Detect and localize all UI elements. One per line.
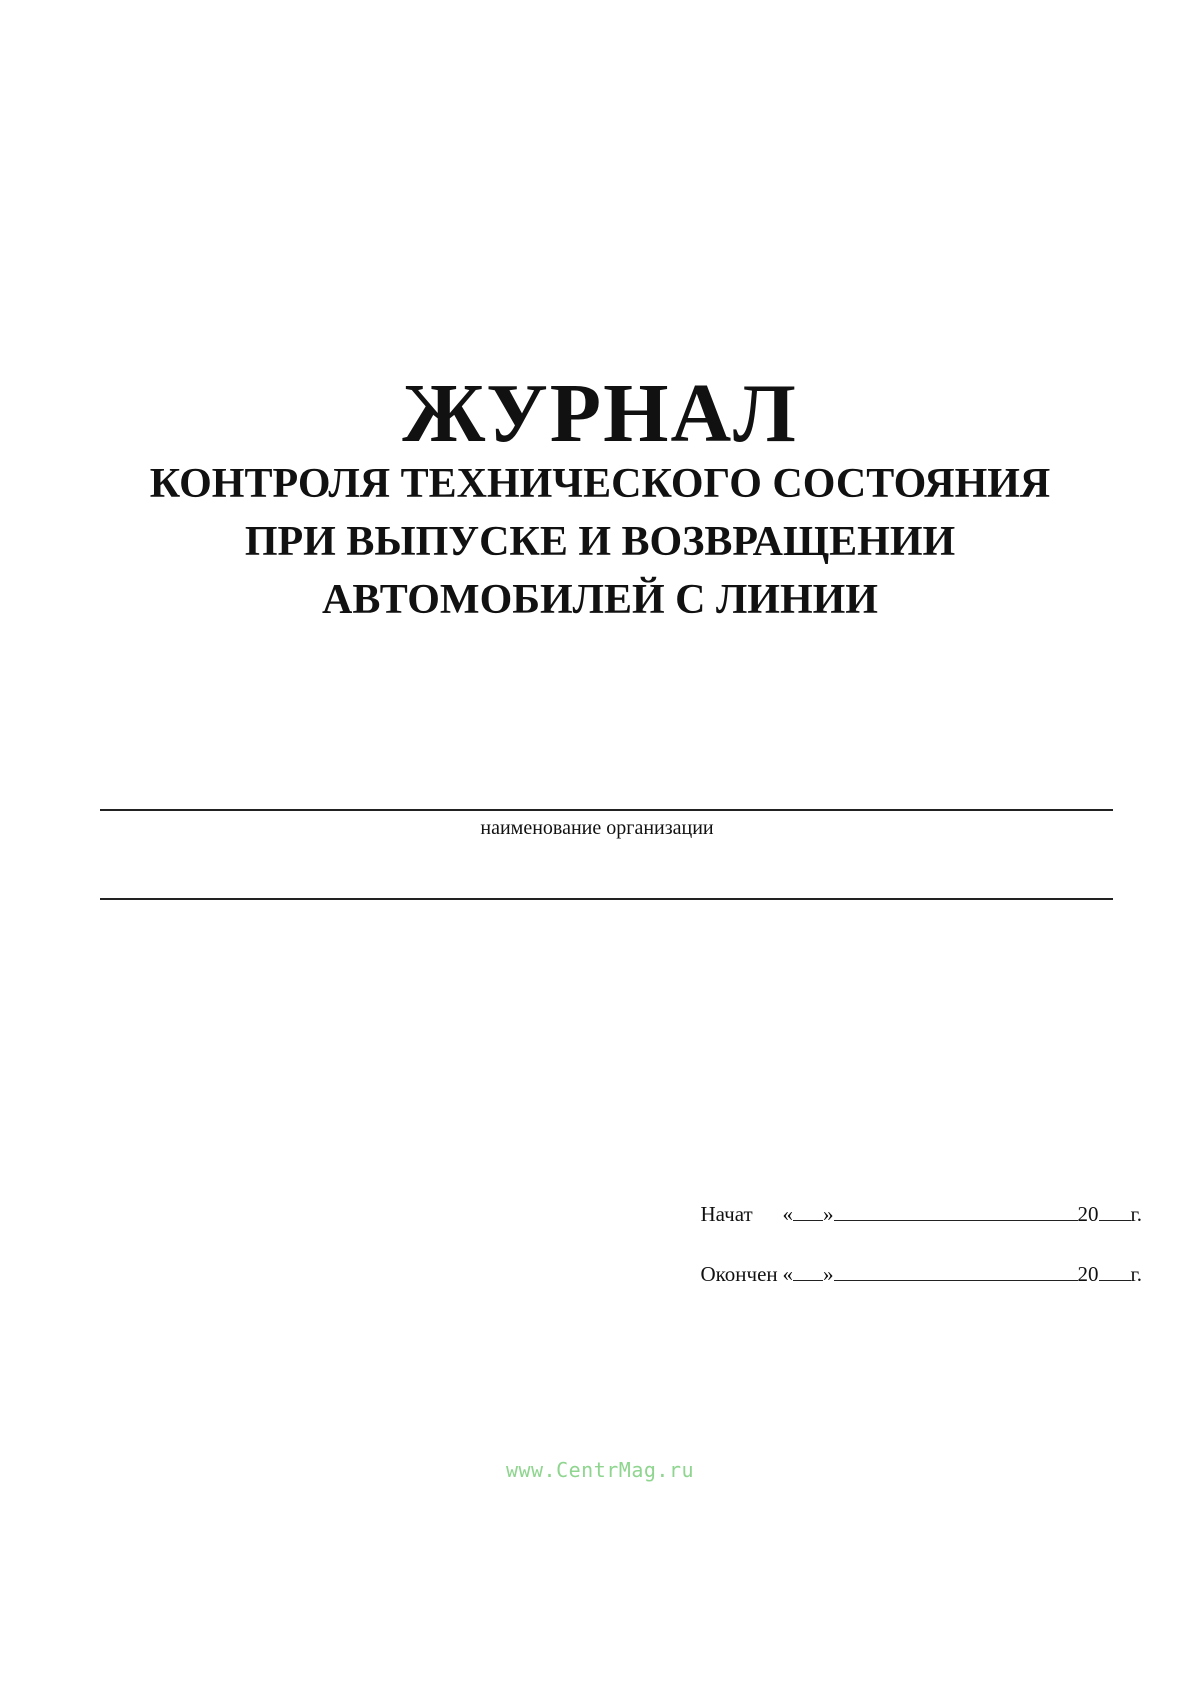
subtitle-line-1: КОНТРОЛЯ ТЕХНИЧЕСКОГО СОСТОЯНИЯ — [149, 461, 1051, 507]
year-prefix: 20 — [1077, 1202, 1099, 1226]
organization-name-line — [100, 809, 1113, 811]
year-suffix: г. — [1130, 1202, 1142, 1226]
organization-second-line — [100, 898, 1113, 900]
close-quote: » — [823, 1202, 834, 1226]
year-suffix: г. — [1130, 1262, 1142, 1286]
organization-caption: наименование организации — [480, 817, 714, 839]
start-date-label: Начат — [700, 1202, 753, 1226]
end-year-blank — [1099, 1262, 1131, 1281]
start-month-blank — [834, 1202, 1078, 1221]
subtitle-line-2: ПРИ ВЫПУСКЕ И ВОЗВРАЩЕНИИ — [244, 519, 956, 565]
site-watermark: www.CentrMag.ru — [505, 1458, 695, 1482]
start-date-row — [701, 1201, 1143, 1227]
start-year-blank — [1099, 1202, 1131, 1221]
close-quote: » — [823, 1262, 834, 1286]
open-quote: « — [782, 1262, 793, 1286]
document-title: ЖУРНАЛ — [402, 367, 798, 460]
open-quote: « — [782, 1202, 793, 1226]
start-day-blank — [793, 1202, 823, 1221]
end-date-label: Окончен — [700, 1262, 778, 1286]
end-month-blank — [834, 1262, 1078, 1281]
year-prefix: 20 — [1077, 1262, 1099, 1286]
subtitle-line-3: АВТОМОБИЛЕЙ С ЛИНИИ — [322, 577, 878, 623]
end-day-blank — [793, 1262, 823, 1281]
end-date-row — [701, 1261, 1143, 1287]
